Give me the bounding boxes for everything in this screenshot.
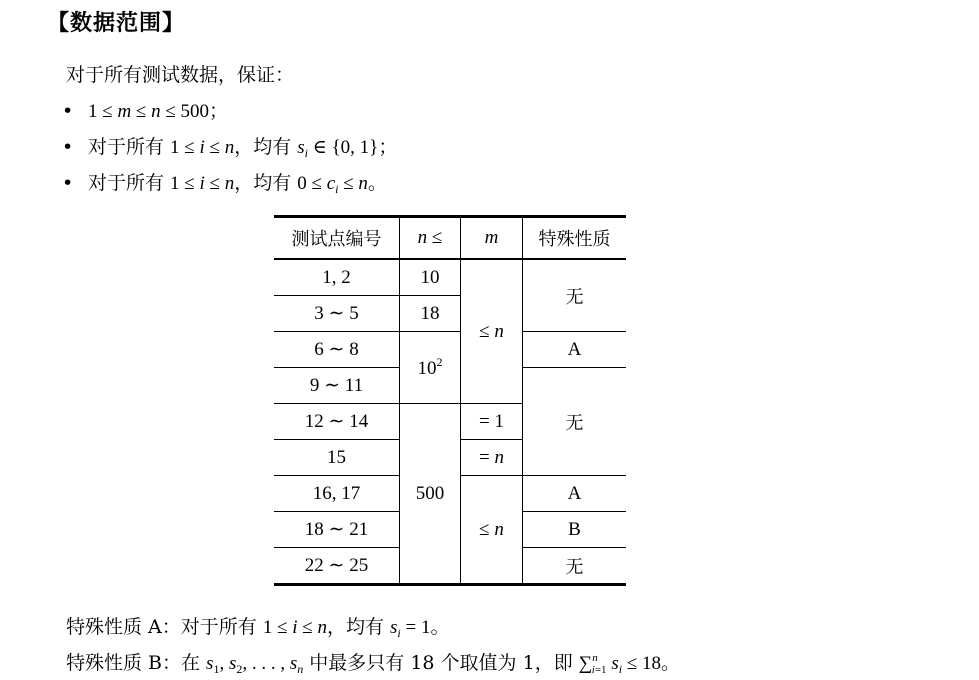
table-row (274, 332, 626, 368)
table-row (274, 259, 626, 296)
cell-m: = 1 (461, 404, 523, 440)
header-testcase-id: 测试点编号 (274, 217, 400, 260)
cell-n: 10 (400, 259, 461, 296)
cell-testcase: 22 ∼ 25 (274, 548, 400, 585)
cell-property: B (523, 512, 627, 548)
bullet-3: • 对于所有 1 ≤ i ≤ n，均有 $0 \le c_i \le n$。 (62, 172, 387, 196)
header-special-property: 特殊性质 (523, 217, 627, 260)
table-header-row (274, 217, 626, 260)
cell-property: 无 (523, 548, 627, 585)
intro-text: 对于所有测试数据，保证： (66, 64, 295, 86)
cell-property: 无 (523, 259, 627, 332)
cell-testcase: 9 ∼ 11 (274, 368, 400, 404)
header-n-limit: n ≤ (400, 217, 461, 260)
cell-testcase: 3 ∼ 5 (274, 296, 400, 332)
cell-n: $10^2$ (400, 332, 461, 404)
section-heading: 【数据范围】 (47, 11, 186, 36)
cell-n: 18 (400, 296, 461, 332)
bullet-2: • 对于所有 1 ≤ i ≤ n，均有 $s_i$ ∈ {0, 1}； (62, 136, 398, 160)
cell-testcase: 18 ∼ 21 (274, 512, 400, 548)
cell-testcase: 16, 17 (274, 476, 400, 512)
cell-testcase: 1, 2 (274, 259, 400, 296)
cell-testcase: 6 ∼ 8 (274, 332, 400, 368)
cell-m: ≤ n (461, 476, 523, 585)
header-m: m (461, 217, 523, 260)
cell-m: ≤ n (461, 259, 523, 404)
note-property-b: 特殊性质 B：在 $s_1$, $s_2$, . . . , $s_n$ 中最多只有 18 个取值为 1，即 ∑$^n_{i=1}$ $s_i \le 18$。 (66, 652, 681, 676)
cell-testcase: 12 ∼ 14 (274, 404, 400, 440)
cell-property: 无 (523, 368, 627, 476)
cell-testcase: 15 (274, 440, 400, 476)
constraints-table (274, 215, 626, 586)
cell-property: A (523, 332, 627, 368)
cell-property: A (523, 476, 627, 512)
note-property-a: 特殊性质 A：对于所有 1 ≤ i ≤ n，均有 $s_i = 1$。 (66, 616, 450, 640)
cell-m: = n (461, 440, 523, 476)
cell-n: 500 (400, 404, 461, 585)
bullet-1: • 1 ≤ m ≤ n ≤ 500； (62, 100, 229, 122)
